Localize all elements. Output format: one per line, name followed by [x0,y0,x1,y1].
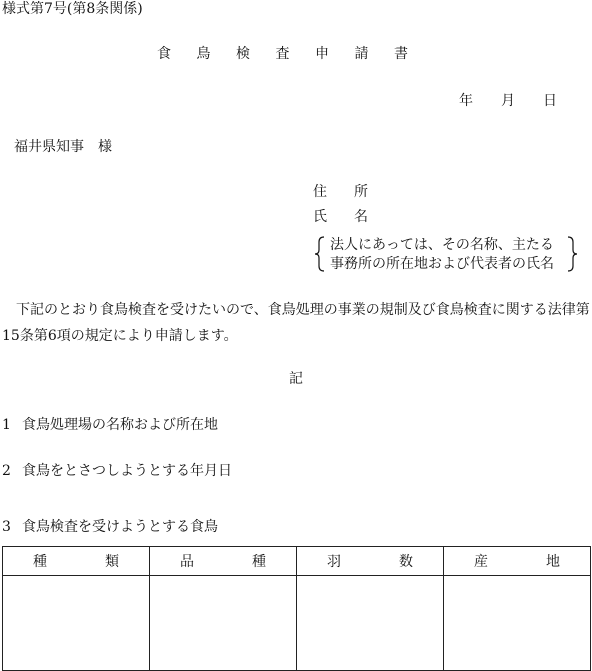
name-label-char: 氏 [313,209,327,225]
header-char: 数 [399,554,413,570]
header-origin [444,547,591,576]
title-char: 申 [315,46,329,62]
date-year-label: 年 [459,93,473,109]
addressee: 福井県知事 様 [14,139,112,155]
title-char: 鳥 [196,46,211,62]
header-count [297,547,444,576]
header-char: 羽 [327,554,341,570]
table-cell-breed[interactable] [150,576,297,671]
header-char: 類 [105,554,119,570]
title-char: 請 [354,46,369,62]
header-char: 種 [252,554,266,570]
item-number: 1 [2,417,11,433]
title-char: 書 [394,46,408,62]
header-char: 品 [180,554,194,570]
note-line: 法人にあっては、その名称、主たる [330,237,554,253]
ki-heading: 記 [289,371,303,387]
table-cell-origin[interactable] [444,576,591,671]
bird-table [2,546,591,671]
header-char: 種 [33,554,47,570]
item-text: 食鳥処理場の名称および所在地 [22,417,218,433]
list-item [2,418,218,432]
header-type [3,547,150,576]
list-item [2,520,218,534]
header-char: 地 [546,554,560,570]
item-number: 3 [2,519,11,535]
table-cell-count[interactable] [297,576,444,671]
name-label-char: 名 [354,209,368,225]
header-breed [150,547,297,576]
list-item [2,464,232,478]
corporate-note [314,236,578,272]
table-header-row [3,547,591,576]
table-row [3,576,591,671]
item-text: 食鳥をとさつしようとする年月日 [22,463,232,479]
date-line [459,94,557,108]
name-label [313,210,368,224]
note-line: 事務所の所在地および代表者の氏名 [330,256,554,272]
item-number: 2 [2,463,11,479]
date-month-label: 月 [501,93,515,109]
document-title [157,47,408,61]
address-label-char: 所 [354,184,368,200]
address-label [313,185,368,199]
title-char: 検 [236,46,250,62]
date-day-label: 日 [543,93,557,109]
header-char: 産 [474,554,488,570]
title-char: 食 [157,46,171,62]
address-label-char: 住 [313,184,327,200]
title-char: 査 [275,46,290,62]
form-number: 様式第7号(第8条関係) [2,1,143,17]
table-cell-type[interactable] [3,576,150,671]
item-text: 食鳥検査を受けようとする食鳥 [22,519,218,535]
body-paragraph: 下記のとおり食鳥検査を受けたいので、食鳥処理の事業の規制及び食鳥検査に関する法律第15条第6項の規定により申請します。 [2,302,590,344]
